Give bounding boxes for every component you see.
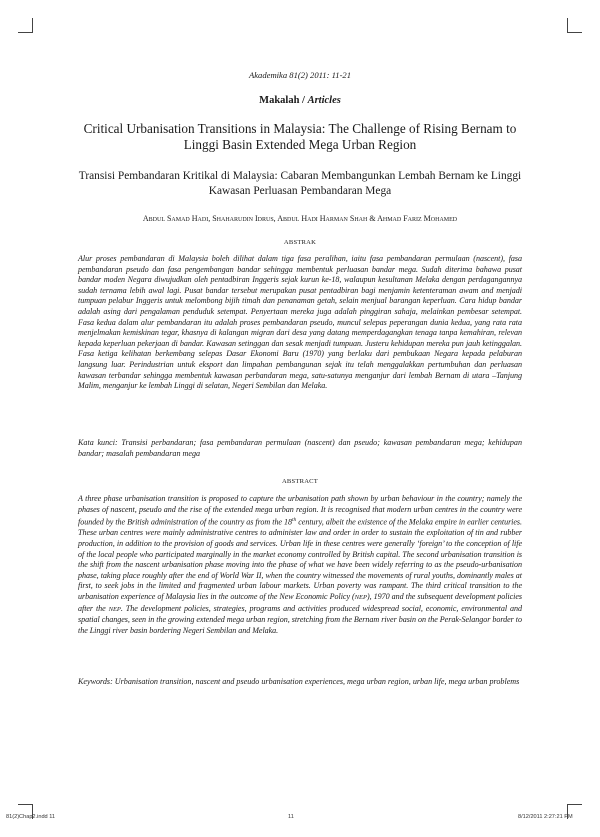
abstract-text-part2: century, albeit the existence of the Melaka empire in earlier centuries. These urban centres were mainly administrative centres to administer law and order in order to sustain the exploitation of tin and rubber production, in addition to the provision of goods and services. Urban life in these centres were generally ‘foreign’ to the conception of life of the local people who participated marginally in the market economy controlled by British capital. The second urbanisation transition is the shift from the nascent urbanisation phase moving into the phase of what we have been widely referring to as the pseudo-urbanisation phase, taking place roughly after the end of World War II, when the country witnessed the movements of rural youths, dominantly males at first, to seek jobs in the limited and fragmented urban labour markets. Urban poverty was rampant. The third critical transition to the urbanisation experience of Malaysia lies in the outcome of the New Economic Policy ( [78,517,522,602]
section-label-right: Articles [307,95,341,106]
section-label [0,95,600,106]
kata-kunci-paragraph: Kata kunci: Transisi perbandaran; fasa pembandaran permulaan (nascent) dan pseudo; kawasan pembandaran mega; kehidupan bandar; masalah pembandaran mega [78,438,522,458]
crop-mark-top-left [18,18,33,33]
article-title-malay: Transisi Pembandaran Kritikal di Malaysia: Cabaran Membangunkan Lembah Bernam ke Linggi Kawasan Perluasan Pembandaran Mega [78,170,522,197]
footer-file-info: 81(2)Chap2.indd 11 [6,814,56,820]
article-title-english: Critical Urbanisation Transitions in Malaysia: The Challenge of Rising Bernam to Linggi Basin Extended Mega Urban Region [83,121,517,152]
crop-mark-top-right [567,18,582,33]
section-label-separator: / [299,95,308,106]
abstract-heading: ABSTRACT [281,478,319,485]
abstrak-paragraph: Alur proses pembandaran di Malaysia boleh dilihat dalam tiga fasa peralihan, iaitu fasa pembandaran permulaan (nascent), fasa pembandaran pseudo dan fasa pengembangan bandar sehingga membentuk perluasan bandar mega. Sudah diterima bahawa pusat bandar moden Negara diwujudkan oleh pentadbiran Inggeris sejak kurun ke-18, walaupun kesultanan Melaka dengan perdagangannya sudah ternama lebih awal lagi. Pusat bandar tersebut merupakan pusat pentadbiran bagi menjamin ketenteraman awam and menjadi tumpuan pelabur Inggeris untuk melombong bijih timah dan penanaman getah, selain menjual barangan keperluan. Cara hidup bandar adalah asing dari pengalaman penduduk setempat. Penyertaan mereka juga adalah pinggiran sahaja, melainkan pembesar setempat. Fasa kedua dalam alur pembandaran itu adalah proses pembandaran pseudo, muncul selepas peperangan dunia kedua, yang rata rata menjelmakan kemiskinan tegar, khasnya di kalangan migran dari desa yang datang memperdagangkan tenaga tanpa kemahiran, relevan kepada keperluan pekerjaan di bandar. Kawasan setinggan dan sesak menjadi tumpuan. Justeru kehidupan mereka pun jauh ketinggalan. Fasa ketiga kelihatan berkembang selepas Dasar Ekonomi Baru (1970) yang berlaku dari pembukaan Negara kepada pelaburan langsung luar. Perindustrian untuk eksport dan limpahan pembangunan sejak itu telah menggalakkan pertumbuhan dan perluasan kawasan terbandar sehingga membentuk kawasan perbandaran mega, satu-satunya menganjur dari lembah Bernam di utara –Tanjung Malim, menganjur ke lembah Linggi di selatan, Negeri Sembilan dan Melaka. [78,254,522,391]
abstract-nep-2: NEP [108,605,121,613]
footer-timestamp: 8/12/2011 2:27:21 PM [518,814,573,820]
abstract-text-part1: A three phase urbanisation transition is proposed to capture the urbanisation path shown by urban behaviour in the country; namely the phases of nascent, pseudo and the rise of the extended mega urban region. It is recognised that modern urban centres in the country were founded by the British administration of the country as from the 18 [78,494,522,527]
abstract-text-part4: . The development policies, strategies, programs and activities produced widespread social, economic, environmental and spatial changes, seen in the growing extended mega urban region, stretching from the Bernam river basin on the Perak-Selangor border to the Linggi river basin bordering Negeri Sembilan and Melaka. [78,603,522,635]
abstrak-heading: ABSTRAK [283,239,317,246]
journal-citation: Akademika 81(2) 2011: 11-21 [248,70,352,80]
author-list: Abdul Samad Hadi, Shaharudin Idrus, Abdul Hadi Harman Shah & Ahmad Fariz Mohamed [142,214,458,223]
abstract-text-part3: ), 1970 and the subsequent development policies after the [78,592,522,613]
abstract-paragraph [78,494,522,636]
keywords-paragraph: Keywords: Urbanisation transition, nascent and pseudo urbanisation experiences, mega urban region, urban life, mega urban problems [78,677,520,686]
section-label-left: Makalah [259,95,300,106]
abstract-superscript: th [292,517,297,524]
abstract-nep-1: NEP [354,594,367,602]
footer-page-number: 11 [288,814,294,820]
